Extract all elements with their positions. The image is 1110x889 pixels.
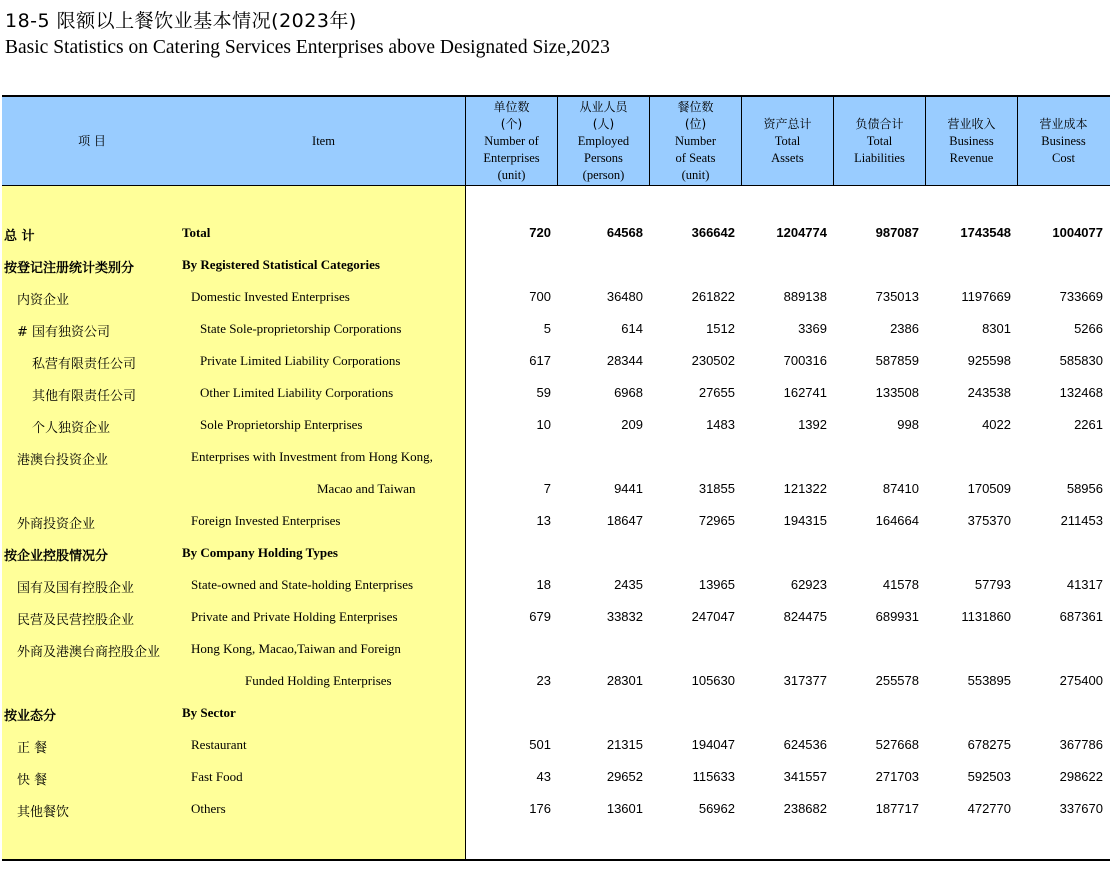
row-label-en: By Registered Statistical Categories xyxy=(182,257,380,272)
cell-value: 367786 xyxy=(1059,737,1103,752)
row-label-cn: 其他餐饮 xyxy=(17,805,70,820)
cell-value: 585830 xyxy=(1059,353,1103,368)
cell-value: 5266 xyxy=(1074,321,1103,336)
cell-value: 121322 xyxy=(783,481,827,496)
cell-value: 298622 xyxy=(1059,769,1103,784)
cell-value: 13 xyxy=(536,513,551,528)
cell-value: 4022 xyxy=(982,417,1011,432)
cell-value: 735013 xyxy=(875,289,919,304)
cell-value: 733669 xyxy=(1059,289,1103,304)
cell-value: 41317 xyxy=(1066,577,1103,592)
row-label-en: By Company Holding Types xyxy=(182,545,338,560)
cell-value: 1392 xyxy=(798,417,827,432)
cell-value: 10 xyxy=(536,417,551,432)
cell-value: 472770 xyxy=(967,801,1011,816)
cell-value: 162741 xyxy=(783,385,827,400)
header-col-1 xyxy=(557,97,649,185)
header-en2: Revenue xyxy=(949,150,994,165)
header-cn1: 资产总计 xyxy=(763,116,812,131)
header-cn2: (位) xyxy=(684,116,707,131)
cell-value: 43 xyxy=(536,769,551,784)
row-label-cn: 按业态分 xyxy=(4,709,57,724)
header-unit: (person) xyxy=(582,167,625,182)
row-label-cn: 外商及港澳台商控股企业 xyxy=(17,645,161,660)
cell-value: 720 xyxy=(529,225,551,240)
cell-value: 700316 xyxy=(783,353,827,368)
table-row xyxy=(2,474,1110,506)
table-row xyxy=(2,442,1110,474)
header-en1: Number of xyxy=(484,133,539,148)
table-row xyxy=(2,378,1110,410)
row-label-en: Fast Food xyxy=(191,769,243,784)
cell-value: 133508 xyxy=(875,385,919,400)
header-item-en: Item xyxy=(312,133,335,148)
cell-value: 687361 xyxy=(1059,609,1103,624)
row-label-en: Macao and Taiwan xyxy=(317,481,416,496)
header-cn1: 单位数 xyxy=(493,99,530,114)
cell-value: 678275 xyxy=(967,737,1011,752)
row-label-cn: 个人独资企业 xyxy=(32,421,111,436)
table-title-cn: 18-5 限额以上餐饮业基本情况(2023年) xyxy=(5,10,357,32)
cell-value: 689931 xyxy=(875,609,919,624)
header-cn1: 营业成本 xyxy=(1039,116,1088,131)
cell-value: 56962 xyxy=(698,801,735,816)
table-row xyxy=(2,346,1110,378)
header-cn1: 营业收入 xyxy=(947,116,996,131)
cell-value: 889138 xyxy=(783,289,827,304)
row-label-en: Foreign Invested Enterprises xyxy=(191,513,341,528)
row-label-en: Hong Kong, Macao,Taiwan and Foreign xyxy=(191,641,401,656)
header-en2: Enterprises xyxy=(483,150,540,165)
cell-value: 1131860 xyxy=(961,609,1011,624)
cell-value: 255578 xyxy=(875,673,919,688)
row-label-en: Sole Proprietorship Enterprises xyxy=(200,417,363,432)
cell-value: 617 xyxy=(529,353,551,368)
row-label-en: Enterprises with Investment from Hong Kong, xyxy=(191,449,433,464)
cell-value: 29652 xyxy=(606,769,643,784)
cell-value: 18647 xyxy=(606,513,643,528)
cell-value: 501 xyxy=(529,737,551,752)
header-en2: Assets xyxy=(771,150,804,165)
cell-value: 87410 xyxy=(882,481,919,496)
cell-value: 28344 xyxy=(606,353,643,368)
cell-value: 679 xyxy=(529,609,551,624)
cell-value: 247047 xyxy=(691,609,735,624)
cell-value: 1204774 xyxy=(776,225,827,240)
table-row xyxy=(2,570,1110,602)
header-cn2: (个) xyxy=(500,116,523,131)
table-body xyxy=(2,186,1110,859)
row-label-en: Domestic Invested Enterprises xyxy=(191,289,350,304)
header-cn2: (人) xyxy=(592,116,615,131)
row-label-cn: 总 计 xyxy=(4,229,35,244)
cell-value: 57793 xyxy=(974,577,1011,592)
table-header xyxy=(2,97,1110,186)
table-row xyxy=(2,794,1110,826)
header-col-4 xyxy=(833,97,925,185)
cell-value: 614 xyxy=(621,321,643,336)
cell-value: 194315 xyxy=(783,513,827,528)
cell-value: 587859 xyxy=(875,353,919,368)
row-label-cn: 民营及民营控股企业 xyxy=(17,613,135,628)
cell-value: 23 xyxy=(536,673,551,688)
cell-value: 230502 xyxy=(691,353,735,368)
cell-value: 375370 xyxy=(967,513,1011,528)
row-label-cn: 内资企业 xyxy=(17,293,70,308)
cell-value: 1743548 xyxy=(960,225,1011,240)
header-en1: Business xyxy=(1041,133,1086,148)
cell-value: 337670 xyxy=(1059,801,1103,816)
cell-value: 62923 xyxy=(790,577,827,592)
header-en1: Employed xyxy=(577,133,630,148)
table-row xyxy=(2,218,1110,250)
table-row xyxy=(2,538,1110,570)
row-label-en: State Sole-proprietorship Corporations xyxy=(200,321,402,336)
cell-value: 58956 xyxy=(1066,481,1103,496)
cell-value: 6968 xyxy=(614,385,643,400)
header-en2: Persons xyxy=(584,150,623,165)
table-row xyxy=(2,506,1110,538)
header-col-6 xyxy=(1017,97,1109,185)
row-label-cn: 正 餐 xyxy=(17,741,48,756)
header-en1: Total xyxy=(866,133,893,148)
cell-value: 2386 xyxy=(890,321,919,336)
cell-value: 998 xyxy=(897,417,919,432)
row-label-cn: 外商投资企业 xyxy=(17,517,96,532)
cell-value: 271703 xyxy=(875,769,919,784)
cell-value: 243538 xyxy=(967,385,1011,400)
row-label-cn: 其他有限责任公司 xyxy=(32,389,137,404)
row-label-en: Funded Holding Enterprises xyxy=(245,673,392,688)
cell-value: 8301 xyxy=(982,321,1011,336)
cell-value: 238682 xyxy=(783,801,827,816)
cell-value: 176 xyxy=(529,801,551,816)
cell-value: 9441 xyxy=(614,481,643,496)
cell-value: 41578 xyxy=(882,577,919,592)
cell-value: 72965 xyxy=(698,513,735,528)
header-col-0 xyxy=(465,97,557,185)
cell-value: 209 xyxy=(621,417,643,432)
cell-value: 261822 xyxy=(691,289,735,304)
row-label-en: Private and Private Holding Enterprises xyxy=(191,609,398,624)
cell-value: 115633 xyxy=(692,769,735,784)
row-label-en: Others xyxy=(191,801,226,816)
table-row xyxy=(2,762,1110,794)
table-row xyxy=(2,410,1110,442)
row-label-cn: 国有及国有控股企业 xyxy=(17,581,135,596)
table-row xyxy=(2,666,1110,698)
row-label-en: Other Limited Liability Corporations xyxy=(200,385,394,400)
row-label-cn: 按登记注册统计类别分 xyxy=(4,261,135,276)
table-title-en: Basic Statistics on Catering Services Enterprises above Designated Size,2023 xyxy=(5,37,610,58)
cell-value: 1483 xyxy=(706,417,735,432)
cell-value: 21315 xyxy=(606,737,643,752)
table-row xyxy=(2,698,1110,730)
cell-value: 36480 xyxy=(606,289,643,304)
header-unit: (unit) xyxy=(681,167,710,182)
row-label-en: Total xyxy=(182,225,211,240)
cell-value: 164664 xyxy=(875,513,919,528)
cell-value: 317377 xyxy=(783,673,827,688)
cell-value: 18 xyxy=(536,577,551,592)
table-row xyxy=(2,730,1110,762)
header-item-cn: 项 目 xyxy=(78,133,106,148)
cell-value: 275400 xyxy=(1059,673,1103,688)
cell-value: 13965 xyxy=(698,577,735,592)
table-row xyxy=(2,250,1110,282)
header-en2: Cost xyxy=(1052,150,1075,165)
row-label-cn: # 国有独资公司 xyxy=(17,325,111,340)
header-cn1: 餐位数 xyxy=(677,99,714,114)
cell-value: 2435 xyxy=(614,577,643,592)
cell-value: 624536 xyxy=(783,737,827,752)
header-cn1: 从业人员 xyxy=(579,99,628,114)
header-unit: (unit) xyxy=(497,167,526,182)
statistics-table xyxy=(2,95,1110,861)
cell-value: 987087 xyxy=(875,225,919,240)
row-label-en: By Sector xyxy=(182,705,236,720)
header-en1: Total xyxy=(774,133,801,148)
row-label-en: State-owned and State-holding Enterprises xyxy=(191,577,414,592)
row-label-cn: 快 餐 xyxy=(17,773,48,788)
cell-value: 527668 xyxy=(875,737,919,752)
cell-value: 824475 xyxy=(783,609,827,624)
cell-value: 592503 xyxy=(967,769,1011,784)
cell-value: 366642 xyxy=(691,225,735,240)
header-en2: Liabilities xyxy=(854,150,905,165)
cell-value: 187717 xyxy=(875,801,919,816)
row-label-en: Restaurant xyxy=(191,737,247,752)
cell-value: 341557 xyxy=(783,769,827,784)
table-row xyxy=(2,282,1110,314)
cell-value: 27655 xyxy=(698,385,735,400)
header-en1: Number xyxy=(675,133,716,148)
cell-value: 33832 xyxy=(606,609,643,624)
cell-value: 13601 xyxy=(606,801,643,816)
header-en1: Business xyxy=(949,133,994,148)
header-col-5 xyxy=(925,97,1017,185)
cell-value: 170509 xyxy=(967,481,1011,496)
cell-value: 1004077 xyxy=(1052,225,1103,240)
table-row xyxy=(2,602,1110,634)
cell-value: 5 xyxy=(543,321,551,336)
header-cn1: 负债合计 xyxy=(855,116,904,131)
cell-value: 59 xyxy=(536,385,551,400)
cell-value: 64568 xyxy=(606,225,643,240)
cell-value: 700 xyxy=(529,289,551,304)
row-label-cn: 港澳台投资企业 xyxy=(17,453,109,468)
cell-value: 105630 xyxy=(691,673,735,688)
row-label-cn: 按企业控股情况分 xyxy=(4,549,109,564)
header-en2: of Seats xyxy=(675,150,716,165)
cell-value: 132468 xyxy=(1059,385,1103,400)
cell-value: 2261 xyxy=(1074,417,1103,432)
table-row xyxy=(2,634,1110,666)
cell-value: 3369 xyxy=(798,321,827,336)
header-col-2 xyxy=(649,97,741,185)
cell-value: 31855 xyxy=(698,481,735,496)
cell-value: 211453 xyxy=(1060,513,1103,528)
row-label-en: Private Limited Liability Corporations xyxy=(200,353,401,368)
table-row xyxy=(2,314,1110,346)
cell-value: 28301 xyxy=(606,673,643,688)
cell-value: 553895 xyxy=(967,673,1011,688)
cell-value: 7 xyxy=(543,481,551,496)
cell-value: 194047 xyxy=(691,737,735,752)
cell-value: 1197669 xyxy=(961,289,1011,304)
cell-value: 925598 xyxy=(967,353,1011,368)
cell-value: 1512 xyxy=(706,321,735,336)
header-col-3 xyxy=(741,97,833,185)
row-label-cn: 私营有限责任公司 xyxy=(32,357,137,372)
